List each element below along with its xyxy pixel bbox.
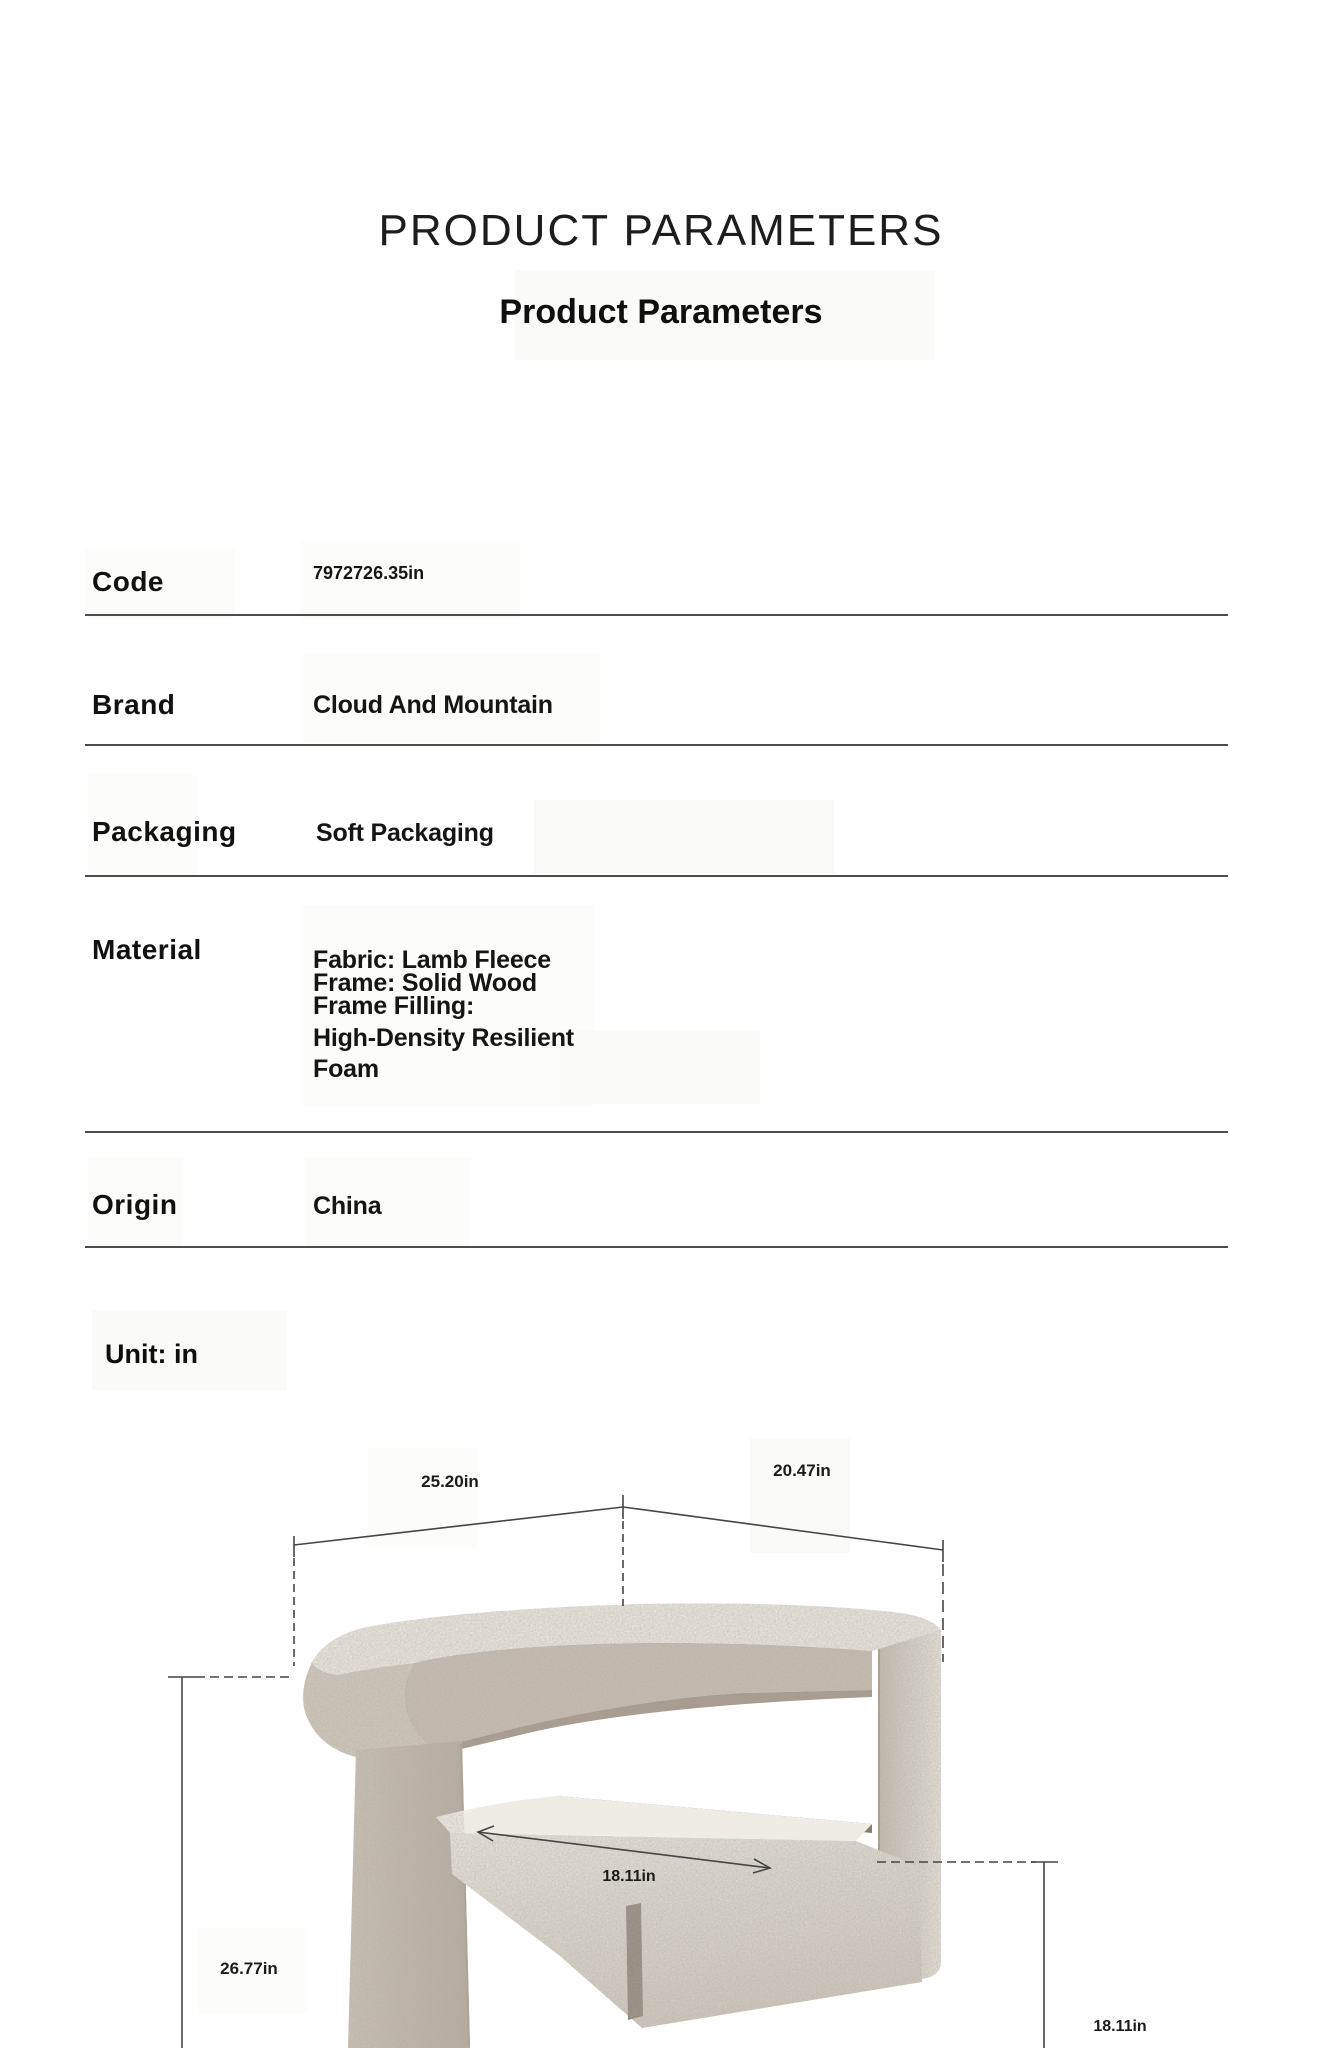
spec-label-material: Material (92, 934, 202, 965)
dimension-overall-width-label: 25.20in (421, 1472, 479, 1491)
spec-value-material-line: Fabric: Lamb Fleece (313, 946, 551, 974)
ghost-box (534, 800, 834, 874)
spec-value-brand: Cloud And Mountain (313, 691, 553, 719)
spec-label-code: Code (92, 566, 164, 597)
unit-note: Unit: in (105, 1339, 198, 1369)
spec-label-packaging: Packaging (92, 816, 237, 847)
table-divider (85, 875, 1228, 877)
dimension-overall-depth-label: 20.47in (773, 1461, 831, 1480)
ghost-box (560, 1030, 760, 1104)
table-divider (85, 744, 1228, 746)
table-divider (85, 1246, 1228, 1248)
table-divider (85, 614, 1228, 616)
dimension-seat-height-label: 18.11in (1093, 2018, 1147, 2035)
chair-illustration (303, 1603, 941, 2048)
spec-value-material-line: Frame Filling: (313, 992, 475, 1020)
spec-value-material-line: Frame: Solid Wood (313, 969, 537, 997)
spec-value-material-line: High-Density Resilient (313, 1024, 574, 1052)
spec-value-origin: China (313, 1192, 382, 1220)
dimension-diagram (0, 1400, 1322, 2048)
table-divider (85, 1131, 1228, 1133)
page-title: PRODUCT PARAMETERS (378, 206, 944, 255)
spec-value-code: 7972726.35in (313, 563, 425, 583)
spec-value-packaging: Soft Packaging (316, 819, 494, 847)
spec-value-material-line: Foam (313, 1055, 379, 1083)
page-subtitle: Product Parameters (499, 293, 823, 331)
spec-label-origin: Origin (92, 1189, 178, 1220)
spec-label-brand: Brand (92, 689, 176, 720)
dimension-seat-width-label: 18.11in (602, 1868, 656, 1885)
dimension-overall-height-label: 26.77in (220, 1959, 278, 1978)
